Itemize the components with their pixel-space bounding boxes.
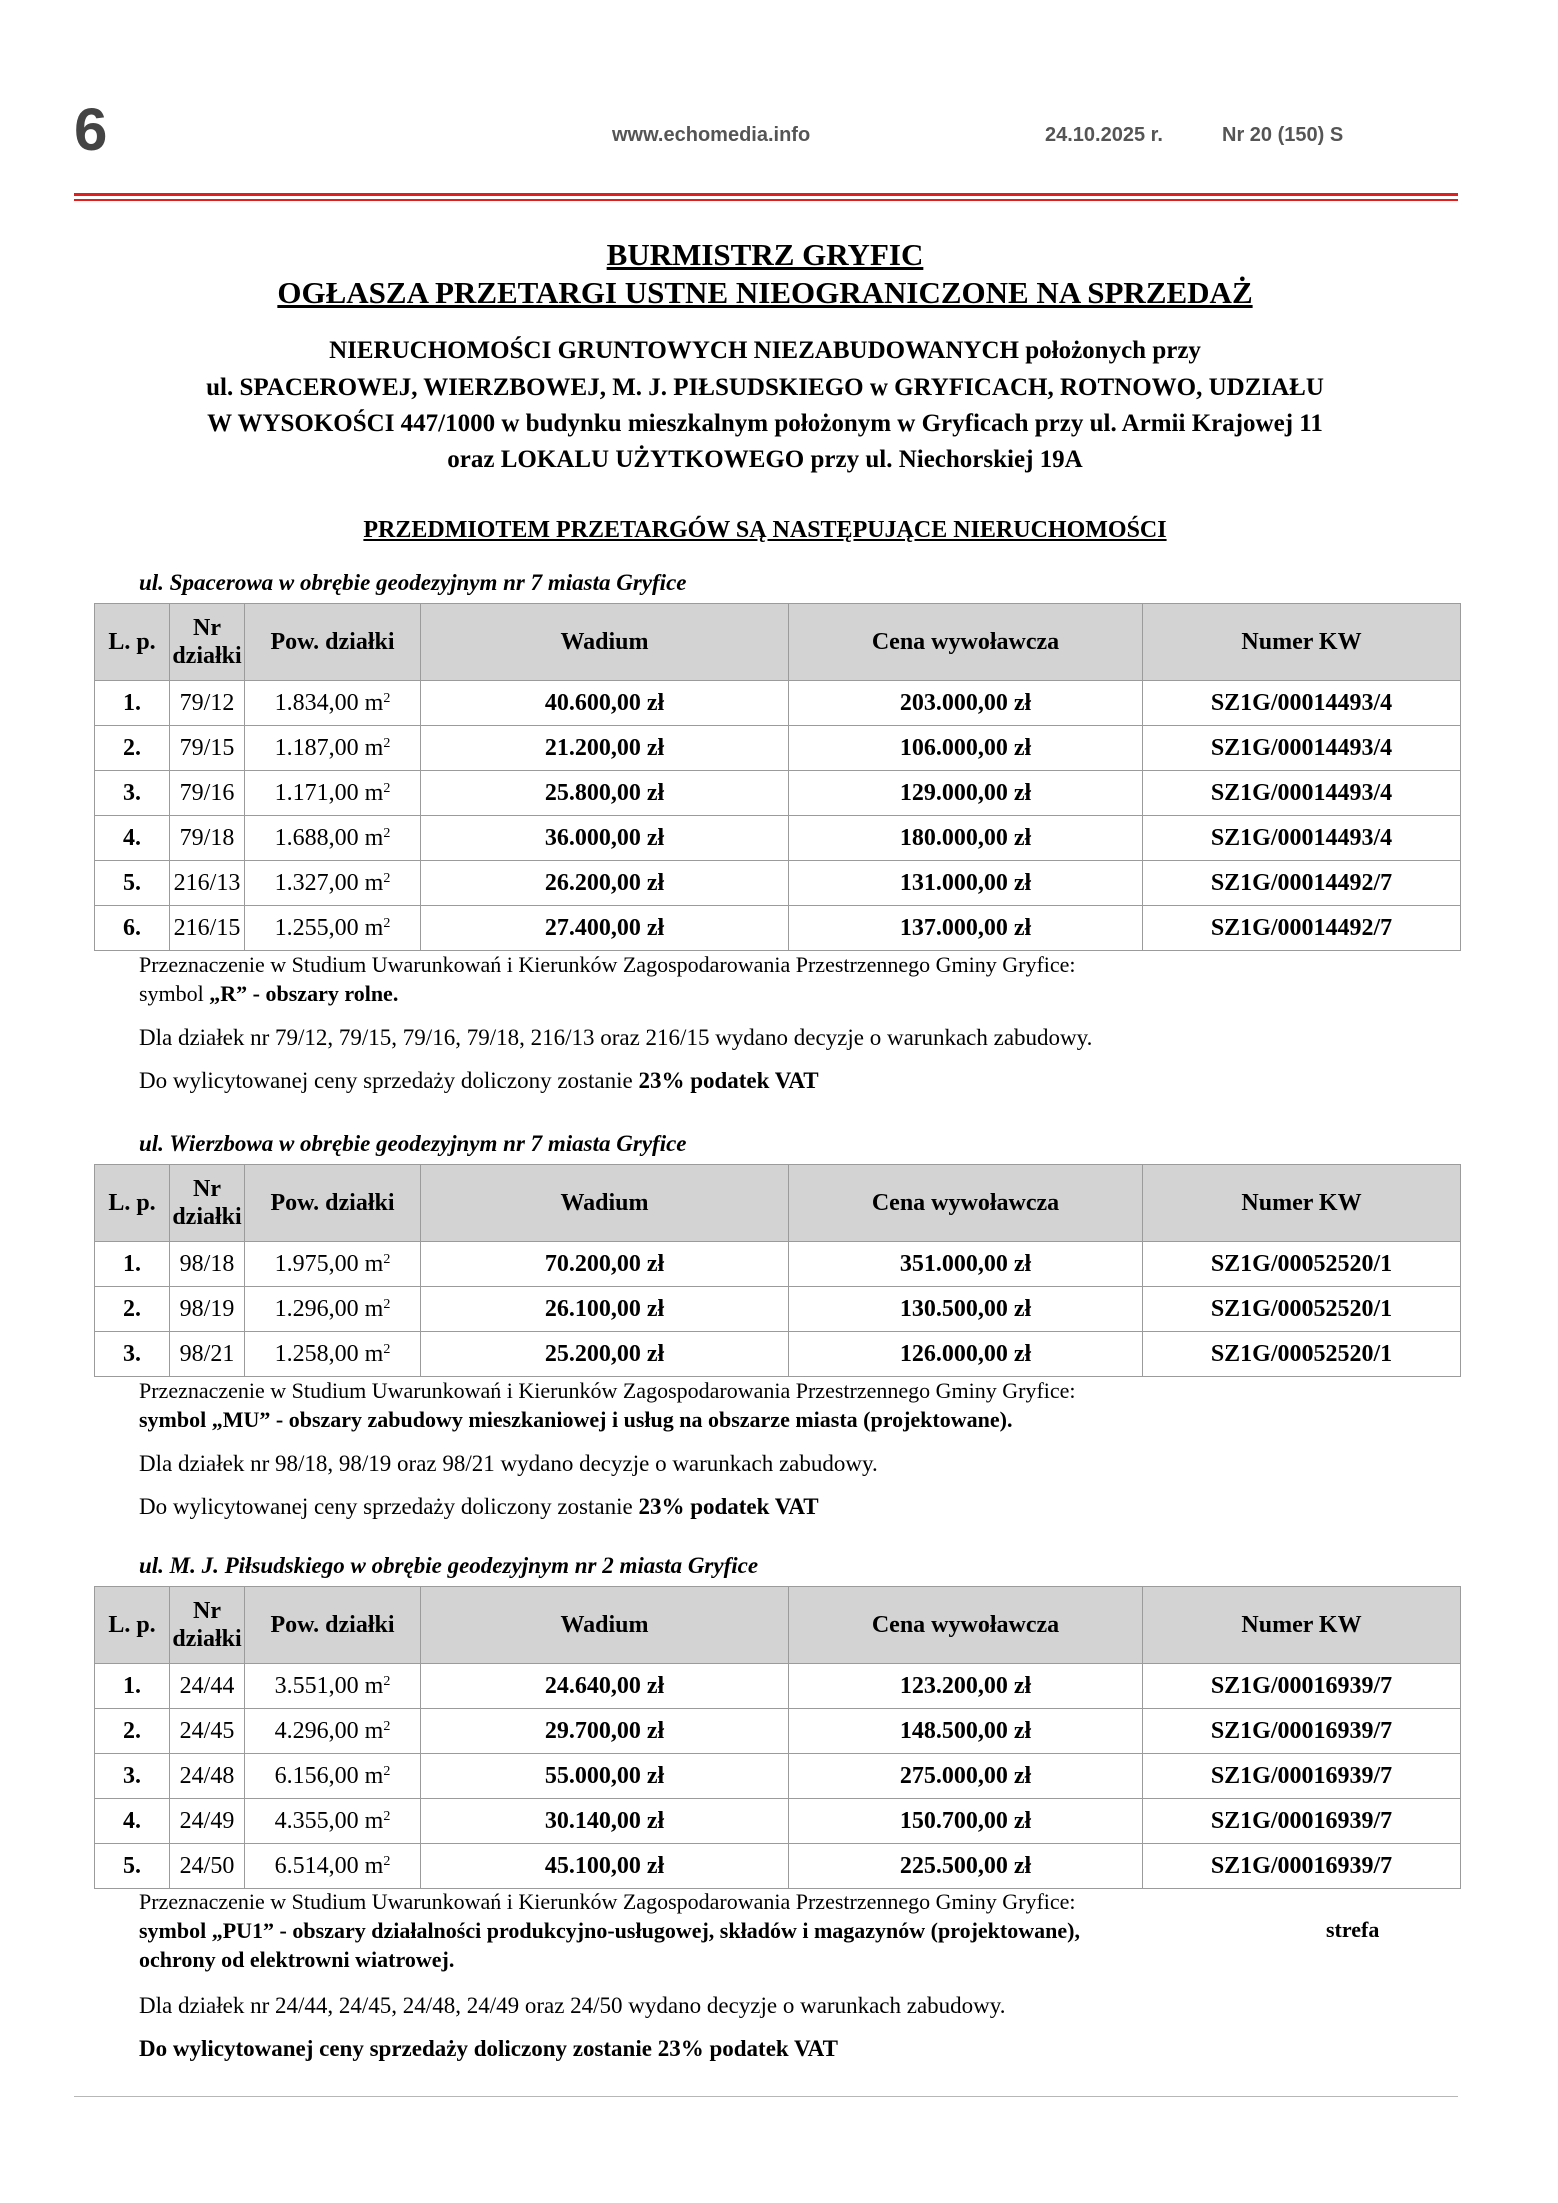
cell-price: 126.000,00 zł: [789, 1332, 1143, 1377]
cell-kw: SZ1G/00052520/1: [1143, 1242, 1461, 1287]
table-header-row: [95, 1587, 1461, 1664]
header-red-line: [74, 193, 1458, 196]
cell-kw: SZ1G/00014492/7: [1143, 861, 1461, 906]
cell-area: 3.551,00 $m^2$: [245, 1664, 421, 1709]
footer-line: [74, 2096, 1458, 2097]
cell-area: 1.327,00 $m^2$: [245, 861, 421, 906]
cell-nr: 24/45: [170, 1709, 245, 1754]
col-wadium: Wadium: [421, 604, 789, 681]
cell-lp: 4.: [95, 1799, 170, 1844]
col-wadium: Wadium: [421, 1165, 789, 1242]
note-line: Przeznaczenie w Studium Uwarunkowań i Kierunków Zagospodarowania Przestrzennego Gminy Gryfice:: [139, 1378, 1076, 1403]
cell-nr: 79/18: [170, 816, 245, 861]
col-pow: Pow. działki: [245, 604, 421, 681]
cell-lp: 2.: [95, 726, 170, 771]
cell-nr: 79/15: [170, 726, 245, 771]
cell-area: 1.258,00 $m^2$: [245, 1332, 421, 1377]
cell-wadium: 25.200,00 zł: [421, 1332, 789, 1377]
section-3-decision: Dla działek nr 24/44, 24/45, 24/48, 24/49 oraz 24/50 wydano decyzje o warunkach zabudowy.: [139, 1993, 1006, 2018]
section-1-table: [94, 603, 1461, 951]
cell-wadium: 45.100,00 zł: [421, 1844, 789, 1889]
col-cena: Cena wywoławcza: [789, 1587, 1143, 1664]
section-2-table: [94, 1164, 1461, 1377]
cell-wadium: 36.000,00 zł: [421, 816, 789, 861]
cell-wadium: 55.000,00 zł: [421, 1754, 789, 1799]
announcement-subtitle-3: W WYSOKOŚCI 447/1000 w budynku mieszkalnym położonym w Gryficach przy ul. Armii Krajowej 11: [207, 410, 1323, 437]
header-date: 24.10.2025 r.: [1045, 124, 1163, 146]
cell-kw: SZ1G/00014492/7: [1143, 906, 1461, 951]
cell-wadium: 30.140,00 zł: [421, 1799, 789, 1844]
col-kw: Numer KW: [1143, 1587, 1461, 1664]
cell-area: 1.296,00 $m^2$: [245, 1287, 421, 1332]
col-nr: Nr działki: [170, 1165, 245, 1242]
cell-kw: SZ1G/00052520/1: [1143, 1332, 1461, 1377]
col-nr: Nr działki: [170, 604, 245, 681]
col-lp: L. p.: [95, 604, 170, 681]
cell-lp: 3.: [95, 771, 170, 816]
cell-area: 1.688,00 $m^2$: [245, 816, 421, 861]
cell-area: 1.255,00 $m^2$: [245, 906, 421, 951]
cell-kw: SZ1G/00016939/7: [1143, 1709, 1461, 1754]
cell-kw: SZ1G/00014493/4: [1143, 681, 1461, 726]
table-row: [95, 1754, 1461, 1799]
cell-kw: SZ1G/00014493/4: [1143, 816, 1461, 861]
cell-price: 129.000,00 zł: [789, 771, 1143, 816]
cell-price: 225.500,00 zł: [789, 1844, 1143, 1889]
note-symbol: symbol „PU1” - obszary działalności produkcyjno-usługowej, składów i magazynów (projektowane),: [139, 1918, 1080, 1943]
section-3-note: [139, 1887, 1080, 1974]
cell-lp: 1.: [95, 1242, 170, 1287]
cell-price: 123.200,00 zł: [789, 1664, 1143, 1709]
cell-area: 4.355,00 $m^2$: [245, 1799, 421, 1844]
table-row: [95, 771, 1461, 816]
cell-nr: 79/12: [170, 681, 245, 726]
cell-wadium: 26.200,00 zł: [421, 861, 789, 906]
cell-price: 106.000,00 zł: [789, 726, 1143, 771]
section-1-vat: Do wylicytowanej ceny sprzedaży doliczony zostanie 23% podatek VAT: [139, 1068, 819, 1093]
table-row: [95, 1844, 1461, 1889]
col-cena: Cena wywoławcza: [789, 604, 1143, 681]
cell-kw: SZ1G/00016939/7: [1143, 1664, 1461, 1709]
announcement-subtitle-1: [0, 332, 1530, 369]
section-1-location: ul. Spacerowa w obrębie geodezyjnym nr 7 miasta Gryfice: [139, 570, 687, 595]
cell-price: 351.000,00 zł: [789, 1242, 1143, 1287]
cell-wadium: 24.640,00 zł: [421, 1664, 789, 1709]
cell-wadium: 70.200,00 zł: [421, 1242, 789, 1287]
cell-lp: 1.: [95, 681, 170, 726]
col-lp: L. p.: [95, 1165, 170, 1242]
cell-wadium: 40.600,00 zł: [421, 681, 789, 726]
col-nr: Nr działki: [170, 1587, 245, 1664]
cell-lp: 5.: [95, 1844, 170, 1889]
cell-lp: 2.: [95, 1709, 170, 1754]
cell-nr: 216/13: [170, 861, 245, 906]
announcement-title-1: BURMISTRZ GRYFIC: [606, 237, 924, 272]
cell-nr: 216/15: [170, 906, 245, 951]
note-symbol: symbol „R” - obszary rolne.: [139, 981, 399, 1006]
table-row: [95, 1709, 1461, 1754]
announcement-subtitle-2: ul. SPACEROWEJ, WIERZBOWEJ, M. J. PIŁSUDSKIEGO w GRYFICACH, ROTNOWO, UDZIAŁU: [206, 374, 1324, 401]
cell-price: 131.000,00 zł: [789, 861, 1143, 906]
cell-kw: SZ1G/00052520/1: [1143, 1287, 1461, 1332]
cell-area: 1.975,00 $m^2$: [245, 1242, 421, 1287]
note-line: Przeznaczenie w Studium Uwarunkowań i Kierunków Zagospodarowania Przestrzennego Gminy Gryfice:: [139, 1889, 1076, 1914]
header-issue: Nr 20 (150) S: [1222, 124, 1344, 146]
cell-price: 180.000,00 zł: [789, 816, 1143, 861]
table-row: [95, 816, 1461, 861]
section-3-location: ul. M. J. Piłsudskiego w obrębie geodezyjnym nr 2 miasta Gryfice: [139, 1553, 759, 1578]
table-row: [95, 1332, 1461, 1377]
table-row: [95, 1287, 1461, 1332]
cell-wadium: 25.800,00 zł: [421, 771, 789, 816]
cell-lp: 5.: [95, 861, 170, 906]
note-symbol: symbol „MU” - obszary zabudowy mieszkaniowej i usług na obszarze miasta (projektowane).: [139, 1407, 1013, 1432]
cell-area: 1.834,00 $m^2$: [245, 681, 421, 726]
header-red-line-thin: [74, 199, 1458, 201]
table-row: [95, 1799, 1461, 1844]
section-2-decision: Dla działek nr 98/18, 98/19 oraz 98/21 wydano decyzje o warunkach zabudowy.: [139, 1451, 878, 1476]
cell-lp: 3.: [95, 1332, 170, 1377]
cell-kw: SZ1G/00014493/4: [1143, 771, 1461, 816]
cell-wadium: 27.400,00 zł: [421, 906, 789, 951]
cell-kw: SZ1G/00014493/4: [1143, 726, 1461, 771]
table-row: [95, 861, 1461, 906]
cell-kw: SZ1G/00016939/7: [1143, 1754, 1461, 1799]
cell-area: 6.514,00 $m^2$: [245, 1844, 421, 1889]
subtitle-1-bold: NIERUCHOMOŚCI GRUNTOWYCH NIEZABUDOWANYCH: [329, 337, 1019, 364]
col-kw: Numer KW: [1143, 1165, 1461, 1242]
cell-area: 4.296,00 $m^2$: [245, 1709, 421, 1754]
cell-price: 148.500,00 zł: [789, 1709, 1143, 1754]
cell-nr: 98/18: [170, 1242, 245, 1287]
section-2-vat: Do wylicytowanej ceny sprzedaży doliczony zostanie 23% podatek VAT: [139, 1494, 819, 1519]
table-row: [95, 681, 1461, 726]
cell-lp: 1.: [95, 1664, 170, 1709]
subtitle-1-rest: położonych przy: [1018, 337, 1201, 364]
table-row: [95, 1242, 1461, 1287]
cell-lp: 3.: [95, 1754, 170, 1799]
col-cena: Cena wywoławcza: [789, 1165, 1143, 1242]
section-1-note: [139, 950, 1076, 1008]
cell-nr: 24/49: [170, 1799, 245, 1844]
note-line: Przeznaczenie w Studium Uwarunkowań i Kierunków Zagospodarowania Przestrzennego Gminy Gryfice:: [139, 952, 1076, 977]
cell-price: 275.000,00 zł: [789, 1754, 1143, 1799]
table-row: [95, 906, 1461, 951]
cell-nr: 24/50: [170, 1844, 245, 1889]
cell-lp: 2.: [95, 1287, 170, 1332]
col-pow: Pow. działki: [245, 1165, 421, 1242]
section-lead: PRZEDMIOTEM PRZETARGÓW SĄ NASTĘPUJĄCE NIERUCHOMOŚCI: [363, 517, 1167, 543]
cell-area: 1.171,00 $m^2$: [245, 771, 421, 816]
note-symbol-cont: ochrony od elektrowni wiatrowej.: [139, 1947, 455, 1972]
cell-wadium: 29.700,00 zł: [421, 1709, 789, 1754]
page-number: 6: [74, 96, 108, 163]
section-3-table: [94, 1586, 1461, 1889]
table-header-row: [95, 604, 1461, 681]
cell-nr: 98/19: [170, 1287, 245, 1332]
cell-price: 137.000,00 zł: [789, 906, 1143, 951]
cell-area: 6.156,00 $m^2$: [245, 1754, 421, 1799]
section-2-note: [139, 1376, 1076, 1434]
section-3-strefa: strefa: [1326, 1917, 1380, 1942]
table-row: [95, 1664, 1461, 1709]
cell-lp: 4.: [95, 816, 170, 861]
section-2-location: ul. Wierzbowa w obrębie geodezyjnym nr 7 miasta Gryfice: [139, 1131, 687, 1156]
table-header-row: [95, 1165, 1461, 1242]
header-website: www.echomedia.info: [612, 124, 811, 146]
cell-wadium: 26.100,00 zł: [421, 1287, 789, 1332]
col-wadium: Wadium: [421, 1587, 789, 1664]
cell-kw: SZ1G/00016939/7: [1143, 1799, 1461, 1844]
announcement-subtitle-4: oraz LOKALU UŻYTKOWEGO przy ul. Niechorskiej 19A: [447, 446, 1083, 473]
section-3-vat: Do wylicytowanej ceny sprzedaży doliczony zostanie 23% podatek VAT: [139, 2036, 838, 2061]
cell-nr: 98/21: [170, 1332, 245, 1377]
cell-area: 1.187,00 $m^2$: [245, 726, 421, 771]
table-row: [95, 726, 1461, 771]
col-kw: Numer KW: [1143, 604, 1461, 681]
announcement-title-2: OGŁASZA PRZETARGI USTNE NIEOGRANICZONE NA SPRZEDAŻ: [277, 275, 1253, 310]
cell-nr: 79/16: [170, 771, 245, 816]
cell-price: 203.000,00 zł: [789, 681, 1143, 726]
cell-nr: 24/44: [170, 1664, 245, 1709]
cell-lp: 6.: [95, 906, 170, 951]
section-1-decision: Dla działek nr 79/12, 79/15, 79/16, 79/18, 216/13 oraz 216/15 wydano decyzje o warunkach zabudowy.: [139, 1025, 1093, 1050]
cell-wadium: 21.200,00 zł: [421, 726, 789, 771]
col-pow: Pow. działki: [245, 1587, 421, 1664]
cell-nr: 24/48: [170, 1754, 245, 1799]
col-lp: L. p.: [95, 1587, 170, 1664]
cell-kw: SZ1G/00016939/7: [1143, 1844, 1461, 1889]
cell-price: 150.700,00 zł: [789, 1799, 1143, 1844]
cell-price: 130.500,00 zł: [789, 1287, 1143, 1332]
